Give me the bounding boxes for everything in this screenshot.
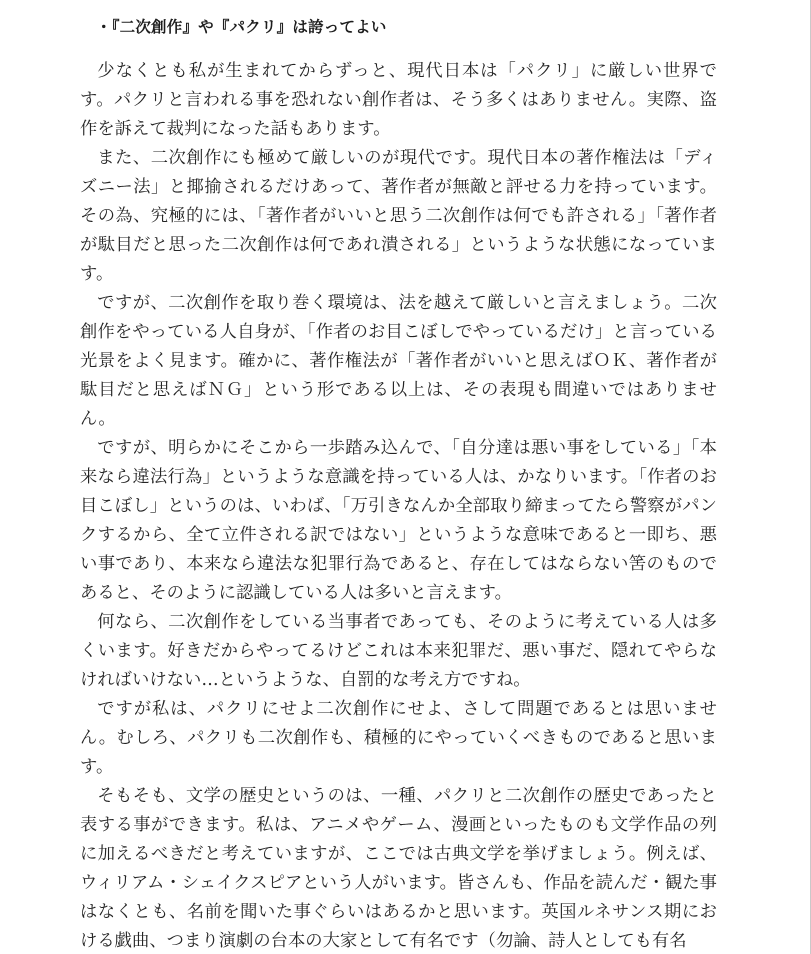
- paragraph: ですが、二次創作を取り巻く環境は、法を越えて厳しいと言えましょう。二次創作をやっている人自身が、「作者のお目こぼしでやっているだけ」と言っている光景をよく見ます。確かに、著作権法が「著作者がいいと思えばＯＫ、著作者が駄目だと思えばＮＧ」という形である以上は、その表現も間違いではありません。: [80, 293, 717, 430]
- paragraph: そもそも、文学の歴史というのは、一種、パクリと二次創作の歴史であったと表する事ができます。私は、アニメやゲーム、漫画といったものも文学作品の列に加えるべきだと考えていますが、ここでは古典文学を挙げましょう。例えば、ウィリアム・シェイクスピアという人がいます。皆さんも、作品を読んだ・観た事はなくとも、名前を聞いた事ぐらいはあるかと思います。英国ルネサンス期における戯曲、つまり演劇の台本の大家として有名です（勿論、詩人としても有名: [80, 786, 717, 952]
- paragraph: ですが私は、パクリにせよ二次創作にせよ、さして問題であるとは思いません。むしろ、パクリも二次創作も、積極的にやっていくべきものであると思います。: [80, 699, 717, 778]
- paragraph: ですが、明らかにそこから一歩踏み込んで、「自分達は悪い事をしている」「本来なら違法行為」というような意識を持っている人は、かなりいます。「作者のお目こぼし」というのは、いわば、「万引きなんか全部取り締まってたら警察がパンクするから、全て立件される訳ではない」というような意味であると一即ち、悪い事であり、本来なら違法な犯罪行為であると、存在してはならない筈のものであると、そのように認識している人は多いと言えます。: [80, 438, 717, 604]
- paragraph: 何なら、二次創作をしている当事者であっても、そのように考えている人は多くいます。好きだからやってるけどこれは本来犯罪だ、悪い事だ、隠れてやらなければいけない…というような、自罰的な考え方ですね。: [80, 612, 717, 691]
- paragraph: また、二次創作にも極めて厳しいのが現代です。現代日本の著作権法は「ディズニー法」と揶揄されるだけあって、著作者が無敵と評せる力を持っています。その為、究極的には、「著作者がいいと思う二次創作は何でも許される」「著作者が駄目だと思った二次創作は何であれ潰される」というような状態になっています。: [80, 148, 717, 285]
- page-heading: ・『二次創作』や『パクリ』は誇ってよい: [96, 17, 387, 37]
- page-content: [80, 0, 717, 954]
- body-text: [80, 57, 717, 954]
- paragraph: 少なくとも私が生まれてからずっと、現代日本は「パクリ」に厳しい世界です。パクリと言われる事を恐れない創作者は、そう多くはありません。実際、盗作を訴えて裁判になった話もあります。: [80, 61, 717, 140]
